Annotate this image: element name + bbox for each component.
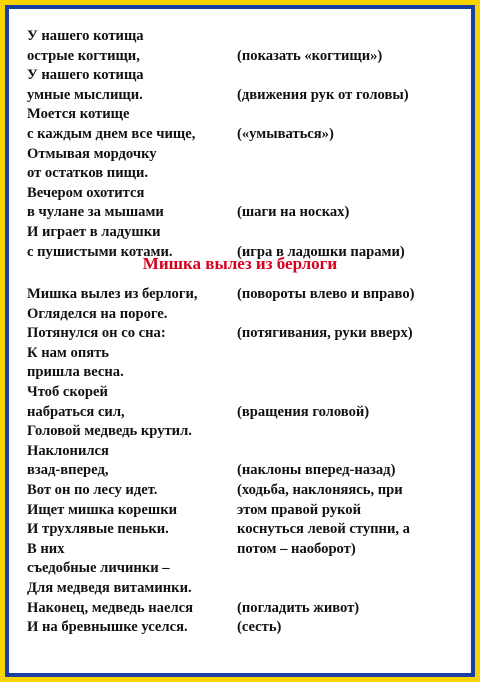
poem1-note: («умываться») [237,126,334,142]
poem2-line: И на бревнышке уселся. [27,619,188,636]
poem1-note: (движения рук от головы) [237,86,409,103]
poem2-note: (сесть) [237,619,282,636]
poem1-line: в чулане за мышами [27,204,164,221]
poem2-line: Огляделся на пороге. [27,305,168,322]
poem1-line: острые когтищи, [27,47,140,64]
poem1-line: Отмывая мордочку [27,145,157,162]
poem1-line: от остатков пищи. [27,165,149,182]
poem2-note: (повороты влево и вправо) [237,286,415,302]
poem1-note: (шаги на носках) [237,204,350,221]
poem2-note: потом – наоборот) [237,540,356,557]
poem1-note: (игра в ладошки парами) [237,243,405,260]
poem1-note: (показать «когтищи») [237,47,383,64]
poem2-line: Для медведя витаминки. [27,580,192,596]
poem2-line: Чтоб скорей [27,384,108,400]
poem2-note: (потягивания, руки вверх) [237,325,413,342]
poem1-line: Моется котище [27,106,130,123]
poem1-line: Вечером охотится [27,184,145,201]
poem2-line: В них [27,540,65,557]
poem2-line: Вот он по лесу идет. [27,482,158,498]
poem2-line: набраться сил, [27,403,125,420]
poem2-note: коснуться левой ступни, а [237,521,410,538]
poem2-line: Ищет мишка корешки [27,501,178,518]
poem1-line: У нашего котища [27,67,144,84]
poem2-note: (вращения головой) [237,403,370,420]
poem2-note: (погладить живот) [237,599,360,616]
poem2-note: (ходьба, наклоняясь, при [237,482,403,498]
poem2-line: Потянулся он со сна: [27,325,166,342]
poem2-note: (наклоны вперед-назад) [237,462,396,479]
poem1-line: с каждым днем все чище, [27,126,196,142]
poem2-line: съедобные личинки – [27,560,170,577]
poem2-line: Наклонился [27,442,109,459]
poem2-line: Головой медведь крутил. [27,423,192,440]
poem2-title: Мишка вылез из берлоги [142,254,338,273]
document-body [9,9,471,673]
poem2-line: Мишка вылез из берлоги, [27,286,198,302]
page-border [5,5,475,677]
poem1-line: И играет в ладушки [27,224,161,240]
poem2-line: К нам опять [27,344,110,361]
poem2-line: взад-вперед, [27,462,109,479]
poem2-note: этом правой рукой [237,501,361,518]
poem2-line: пришла весна. [27,364,124,381]
poem1-line: умные мыслищи. [27,86,143,103]
poem2-line: И трухлявые пеньки. [27,521,169,538]
poem2-line: Наконец, медведь наелся [27,599,194,616]
poem1-line: с пушистыми котами. [27,243,173,260]
poem1-line: У нашего котища [27,28,144,44]
